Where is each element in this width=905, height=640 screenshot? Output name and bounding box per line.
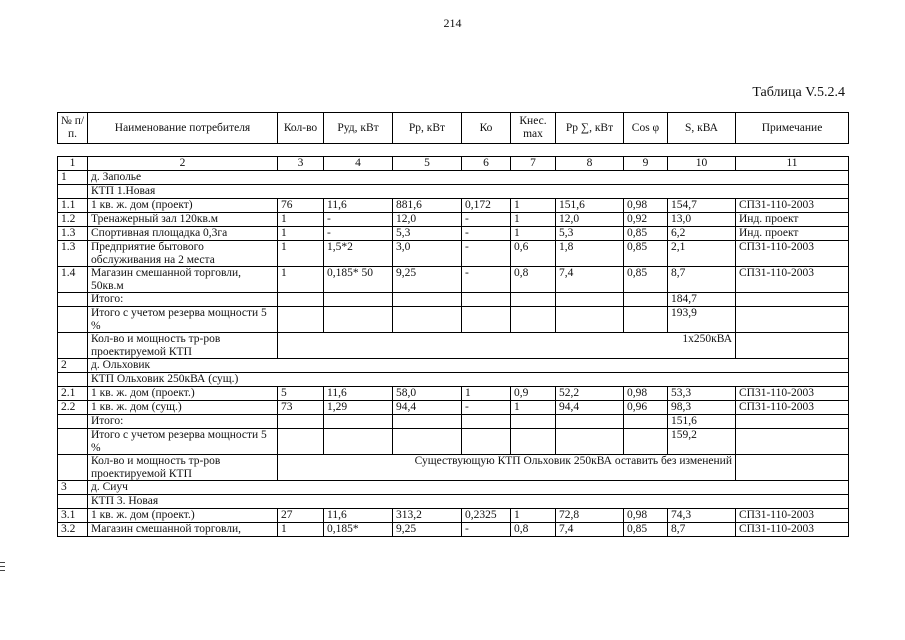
- cos-value: 0,85: [624, 241, 668, 267]
- reserve-label: Итого с учетом резерва мощности 5 %: [88, 307, 278, 333]
- data-table: [57, 156, 849, 537]
- unit-power: 11,6: [324, 387, 393, 401]
- apparent-power: 154,7: [668, 199, 736, 213]
- ko-value: -: [462, 401, 511, 415]
- header-pud: Руд, кВт: [324, 113, 393, 144]
- column-number: 11: [736, 157, 849, 171]
- consumer-name: Магазин смешанной торговли,: [88, 523, 278, 537]
- design-power: 5,3: [393, 227, 462, 241]
- column-number: 1: [58, 157, 88, 171]
- note: Инд. проект: [736, 227, 849, 241]
- consumer-name: Спортивная площадка 0,3га: [88, 227, 278, 241]
- quantity: 1: [278, 241, 324, 267]
- table-row: [58, 241, 849, 267]
- section-row: [58, 481, 849, 495]
- ktp-row: [58, 495, 849, 509]
- column-number: 3: [278, 157, 324, 171]
- total-power: 5,3: [556, 227, 624, 241]
- column-numbers-row: [58, 157, 849, 171]
- row-number: 2.2: [58, 401, 88, 415]
- cos-value: 0,85: [624, 523, 668, 537]
- total-label: Итого:: [88, 293, 278, 307]
- quantity: 1: [278, 523, 324, 537]
- total-power: 7,4: [556, 523, 624, 537]
- ko-value: -: [462, 213, 511, 227]
- reserve-row: [58, 307, 849, 333]
- table-row: [58, 509, 849, 523]
- header-s: S, кВА: [668, 113, 736, 144]
- note: СП31-110-2003: [736, 199, 849, 213]
- unit-power: 0,185* 50: [324, 267, 393, 293]
- consumer-name: Магазин смешанной торговли, 50кв.м: [88, 267, 278, 293]
- knes-value: 0,6: [511, 241, 556, 267]
- column-number: 6: [462, 157, 511, 171]
- quantity: 1: [278, 227, 324, 241]
- cos-value: 0,98: [624, 199, 668, 213]
- cos-value: 0,92: [624, 213, 668, 227]
- row-number: 1.1: [58, 199, 88, 213]
- ktp-name: КТП 3. Новая: [88, 495, 849, 509]
- total-label: Итого:: [88, 415, 278, 429]
- ktp-name: КТП 1.Новая: [88, 185, 849, 199]
- total-power: 7,4: [556, 267, 624, 293]
- note: СП31-110-2003: [736, 401, 849, 415]
- table-header: [57, 112, 849, 144]
- table-row: [58, 387, 849, 401]
- total-power: 72,8: [556, 509, 624, 523]
- transformer-value: Существующую КТП Ольховик 250кВА оставить без изменений: [278, 455, 736, 481]
- transformer-row: [58, 455, 849, 481]
- knes-value: 1: [511, 227, 556, 241]
- consumer-name: 1 кв. ж. дом (проект.): [88, 387, 278, 401]
- quantity: 1: [278, 213, 324, 227]
- consumer-name: 1 кв. ж. дом (проект.): [88, 509, 278, 523]
- ko-value: -: [462, 523, 511, 537]
- quantity: 27: [278, 509, 324, 523]
- header-cos: Cos φ: [624, 113, 668, 144]
- unit-power: -: [324, 227, 393, 241]
- unit-power: 1,29: [324, 401, 393, 415]
- table-row: [58, 401, 849, 415]
- reserve-row: [58, 429, 849, 455]
- total-power: 151,6: [556, 199, 624, 213]
- apparent-power: 98,3: [668, 401, 736, 415]
- knes-value: 1: [511, 213, 556, 227]
- ko-value: -: [462, 227, 511, 241]
- design-power: 58,0: [393, 387, 462, 401]
- section-row: [58, 171, 849, 185]
- unit-power: 1,5*2: [324, 241, 393, 267]
- transformer-label: Кол-во и мощность тр-ров проектируемой КТП: [88, 333, 278, 359]
- note: Инд. проект: [736, 213, 849, 227]
- quantity: 5: [278, 387, 324, 401]
- note: СП31-110-2003: [736, 523, 849, 537]
- transformer-value: 1x250кВА: [278, 333, 736, 359]
- note: СП31-110-2003: [736, 267, 849, 293]
- total-value: 184,7: [668, 293, 736, 307]
- column-number: 8: [556, 157, 624, 171]
- knes-value: 0,9: [511, 387, 556, 401]
- total-power: 12,0: [556, 213, 624, 227]
- column-number: 7: [511, 157, 556, 171]
- design-power: 313,2: [393, 509, 462, 523]
- table-row: [58, 199, 849, 213]
- table-row: [58, 523, 849, 537]
- knes-value: 1: [511, 401, 556, 415]
- cos-value: 0,98: [624, 509, 668, 523]
- cos-value: 0,96: [624, 401, 668, 415]
- row-number: 1.2: [58, 213, 88, 227]
- design-power: 94,4: [393, 401, 462, 415]
- design-power: 3,0: [393, 241, 462, 267]
- margin-mark: [0, 562, 5, 563]
- margin-mark: [0, 570, 5, 571]
- page-number: 214: [443, 16, 462, 30]
- ktp-row: [58, 373, 849, 387]
- note: СП31-110-2003: [736, 241, 849, 267]
- design-power: 12,0: [393, 213, 462, 227]
- reserve-value: 193,9: [668, 307, 736, 333]
- quantity: 73: [278, 401, 324, 415]
- total-value: 151,6: [668, 415, 736, 429]
- total-row: [58, 293, 849, 307]
- total-power: 94,4: [556, 401, 624, 415]
- cos-value: 0,98: [624, 387, 668, 401]
- ko-value: -: [462, 241, 511, 267]
- column-number: 4: [324, 157, 393, 171]
- column-number: 2: [88, 157, 278, 171]
- section-number: 3: [58, 481, 88, 495]
- unit-power: 0,185*: [324, 523, 393, 537]
- village-name: д. Сиуч: [88, 481, 849, 495]
- knes-value: 1: [511, 199, 556, 213]
- reserve-value: 159,2: [668, 429, 736, 455]
- row-number: 1.3: [58, 227, 88, 241]
- section-number: 2: [58, 359, 88, 373]
- quantity: 76: [278, 199, 324, 213]
- unit-power: 11,6: [324, 509, 393, 523]
- apparent-power: 74,3: [668, 509, 736, 523]
- section-row: [58, 359, 849, 373]
- table-caption: Таблица V.5.2.4: [752, 85, 845, 100]
- knes-value: 1: [511, 509, 556, 523]
- row-number: 3.2: [58, 523, 88, 537]
- column-number: 5: [393, 157, 462, 171]
- header-qty: Кол-во: [278, 113, 324, 144]
- table-row: [58, 267, 849, 293]
- row-number: 1.3: [58, 241, 88, 267]
- design-power: 9,25: [393, 267, 462, 293]
- total-power: 52,2: [556, 387, 624, 401]
- section-number: 1: [58, 171, 88, 185]
- total-power: 1,8: [556, 241, 624, 267]
- total-row: [58, 415, 849, 429]
- unit-power: -: [324, 213, 393, 227]
- header-ko: Ко: [462, 113, 511, 144]
- cos-value: 0,85: [624, 267, 668, 293]
- quantity: 1: [278, 267, 324, 293]
- ko-value: 1: [462, 387, 511, 401]
- table-row: [58, 213, 849, 227]
- note: СП31-110-2003: [736, 387, 849, 401]
- unit-power: 11,6: [324, 199, 393, 213]
- apparent-power: 2,1: [668, 241, 736, 267]
- row-number: 1.4: [58, 267, 88, 293]
- header-note: Примечание: [736, 113, 849, 144]
- header-knes: Кнес. max: [511, 113, 556, 144]
- design-power: 9,25: [393, 523, 462, 537]
- apparent-power: 8,7: [668, 267, 736, 293]
- knes-value: 0,8: [511, 523, 556, 537]
- apparent-power: 6,2: [668, 227, 736, 241]
- header-ppsum: Рр ∑, кВт: [556, 113, 624, 144]
- village-name: д. Ольховик: [88, 359, 849, 373]
- apparent-power: 53,3: [668, 387, 736, 401]
- ktp-name: КТП Ольховик 250кВА (сущ.): [88, 373, 849, 387]
- ktp-row: [58, 185, 849, 199]
- cos-value: 0,85: [624, 227, 668, 241]
- header-num: № п/п.: [58, 113, 88, 144]
- consumer-name: 1 кв. ж. дом (проект): [88, 199, 278, 213]
- ko-value: 0,2325: [462, 509, 511, 523]
- transformer-row: [58, 333, 849, 359]
- header-pp: Рр, кВт: [393, 113, 462, 144]
- header-name: Наименование потребителя: [88, 113, 278, 144]
- margin-mark: [0, 566, 5, 567]
- note: СП31-110-2003: [736, 509, 849, 523]
- knes-value: 0,8: [511, 267, 556, 293]
- consumer-name: 1 кв. ж. дом (сущ.): [88, 401, 278, 415]
- consumer-name: Предприятие бытового обслуживания на 2 места: [88, 241, 278, 267]
- row-number: 2.1: [58, 387, 88, 401]
- apparent-power: 13,0: [668, 213, 736, 227]
- row-number: 3.1: [58, 509, 88, 523]
- consumer-name: Тренажерный зал 120кв.м: [88, 213, 278, 227]
- table-row: [58, 227, 849, 241]
- reserve-label: Итого с учетом резерва мощности 5 %: [88, 429, 278, 455]
- apparent-power: 8,7: [668, 523, 736, 537]
- transformer-label: Кол-во и мощность тр-ров проектируемой КТП: [88, 455, 278, 481]
- column-number: 9: [624, 157, 668, 171]
- ko-value: 0,172: [462, 199, 511, 213]
- design-power: 881,6: [393, 199, 462, 213]
- column-number: 10: [668, 157, 736, 171]
- village-name: д. Заполье: [88, 171, 849, 185]
- ko-value: -: [462, 267, 511, 293]
